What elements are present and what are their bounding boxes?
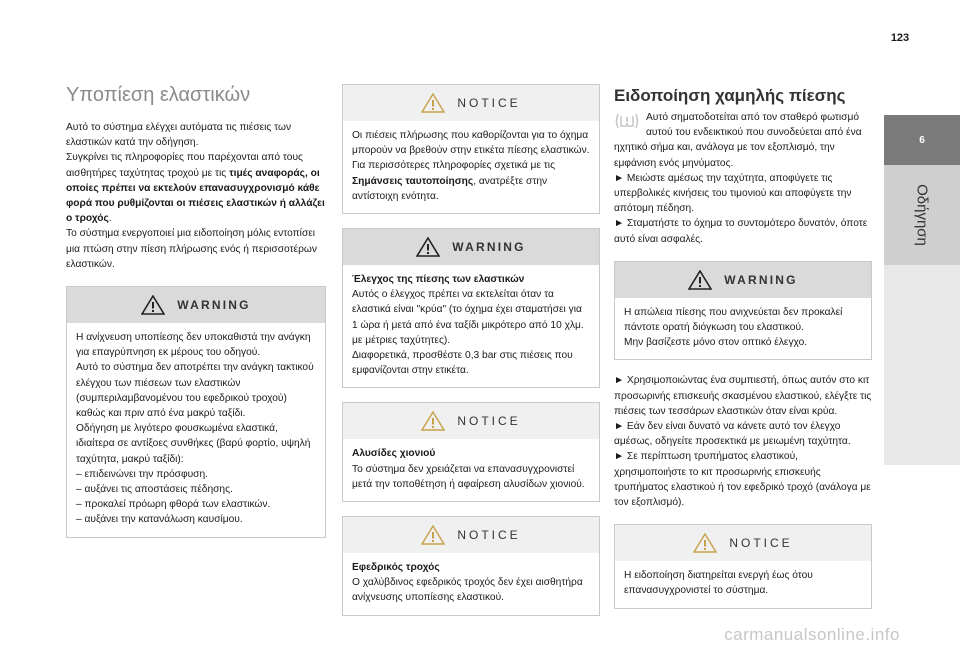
warning-triangle-icon [688, 270, 712, 290]
warning-box: WARNING Η ανίχνευση υποπίεσης δεν υποκαθιστά την ανάγκη για επαγρύπνηση εκ μέρους του οδηγού. Αυτό το σύστημα δεν αποτρέπει την ανάγκη τακτικού ελέγχου των πιέσεων των ελαστικών (συμπεριλαμβανομένου του εφεδρικού τροχού) καθώς και πριν από ένα μακρύ ταξίδι. Οδήγηση με λιγότερο φουσκωμένα ελαστικά, ιδιαίτερα σε αντίξοες συνθήκες (βαρύ φορτίο, υψηλή ταχύτητα, μακρύ ταξίδι): – επιδεινώνει την πρόσφυση. – αυξάνει τις αποστάσεις πέδησης. – προκαλεί πρόωρη φθορά των ελαστικών. – αυξάνει την κατανάλωση καυσίμου. [66, 286, 326, 538]
section-heading: Ειδοποίηση χαμηλής πίεσης [614, 86, 846, 105]
notice-box-spare-wheel: NOTICE Εφεδρικός τροχός Ο χαλύβδινος εφεδρικός τροχός δεν έχει αισθητήρα ανίχνευσης υποπίεσης ελαστικού. [342, 516, 600, 616]
warning-title: WARNING [724, 272, 798, 287]
chapter-side-tab[interactable] [884, 115, 960, 465]
chapter-label: Οδήγηση [913, 184, 931, 246]
column-low-pressure-alert [614, 86, 872, 609]
notice-title: NOTICE [457, 414, 521, 429]
notice-triangle-icon [421, 93, 445, 113]
warning-triangle-icon [416, 237, 440, 257]
notice-box-snow-chains: NOTICE Αλυσίδες χιονιού Το σύστημα δεν χρειάζεται να επανασυγχρονιστεί μετά την τοποθέτηση ή αφαίρεση αλυσίδων χιονιού. [342, 402, 600, 502]
intro-paragraph: Αυτό το σύστημα ελέγχει αυτόματα τις πιέσεις των ελαστικών κατά την οδήγηση. Συγκρίνει τις πληροφορίες που παρέχονται από τους αισθητήρες ταχύτητας τροχού με τις τιμές αναφοράς, οι οποίες πρέπει να εκτελούν επανασυγχρονισμό κάθε φορά που ρυθμίζονται οι πιέσεις ελαστικών ή αλλάζει ο τροχός. Το σύστημα ενεργοποιεί μια ειδοποίηση μόλις εντοπίσει μια πτώση στην πίεση πλήρωσης ενός ή περισσοτέρων ελαστικών. [66, 122, 325, 270]
section-heading: Υποπίεση ελαστικών [66, 84, 251, 106]
step-puncture-repair: ► Σε περίπτωση τρυπήματος ελαστικού, χρησιμοποιήστε το κιτ προσωρινής επισκευής τρυπήματος ελαστικού ή τον εφεδρικό τροχό (ανάλογα με τον εξοπλισμό). [614, 451, 871, 509]
tyre-pressure-lamp-icon [614, 112, 640, 130]
notice-triangle-icon [693, 533, 717, 553]
intro-paragraph: Αυτό σηματοδοτείται από τον σταθερό φωτισμό αυτού του ενδεικτικού που συνοδεύεται από ένα ηχητικό σήμα και, ανάλογα με τον εξοπλισμό, την εμφάνιση ενός μηνύματος. [614, 112, 862, 169]
notice-box-alert-active: NOTICE Η ειδοποίηση διατηρείται ενεργή έως ότου επανασυγχρονιστεί το σύστημα. [614, 524, 872, 608]
notice-title: NOTICE [457, 96, 521, 110]
column-tyre-underinflation [66, 84, 326, 538]
notice-triangle-icon [421, 525, 445, 545]
notice-title: NOTICE [729, 536, 793, 551]
footer-watermark: carmanualsonline.info [724, 625, 900, 644]
warning-box-visual-check: WARNING Η απώλεια πίεσης που ανιχνεύεται δεν προκαλεί πάντοτε ορατή διόγκωση του ελαστικού. Μην βασίζεστε μόνο στον οπτικό έλεγχο. [614, 261, 872, 361]
warning-title: WARNING [452, 240, 526, 255]
warning-triangle-icon [141, 295, 165, 315]
warning-title: WARNING [177, 298, 251, 313]
step-slow-down: ► Μειώστε αμέσως την ταχύτητα, αποφύγετε τις υπερβολικές κινήσεις του τιμονιού και αποφύγετε την απότομη πέδηση. [614, 172, 852, 215]
page-number: 123 [890, 32, 910, 44]
step-check-pressures: ► Χρησιμοποιώντας ένα συμπιεστή, όπως αυτόν στο κιτ προσωρινής επισκευής σκασμένου ελαστικού, ελέγξτε τις πιέσεις των τεσσάρων ελαστικών όταν είναι κρύα. [614, 375, 872, 417]
column-notices [342, 84, 600, 616]
step-drive-carefully: ► Εάν δεν είναι δυνατό να κάνετε αυτό τον έλεγχο αμέσως, οδηγείτε προσεκτικά με μειωμένη ταχύτητα. [614, 421, 851, 448]
notice-title: NOTICE [457, 528, 521, 543]
step-stop-vehicle: ► Σταματήστε το όχημα το συντομότερο δυνατόν, όποτε αυτό είναι ασφαλές. [614, 218, 868, 245]
notice-triangle-icon [421, 411, 445, 431]
notice-box-pressure-label: NOTICE Οι πιέσεις πλήρωσης που καθορίζονται για το όχημα μπορούν να βρεθούν στην ετικέτα πίεσης ελαστικών. Για περισσότερες πληροφορίες σχετικά με τις Σημάνσεις ταυτοποίησης, ανατρέξτε στην αντίστοιχη ενότητα. [342, 84, 600, 214]
chapter-number: 6 [884, 115, 960, 165]
warning-box-check-pressure: WARNING Έλεγχος της πίεσης των ελαστικών Αυτός ο έλεγχος πρέπει να εκτελείται όταν τα ελαστικά είναι "κρύα" (το όχημα έχει σταματήσει για 1 ώρα ή μετά από ένα ταξίδι μικρότερο από 10 χλμ. με μέτριες ταχύτητες). Διαφορετικά, προσθέστε 0,3 bar στις πιέσεις που εμφανίζονται στην ετικέτα. [342, 228, 600, 388]
